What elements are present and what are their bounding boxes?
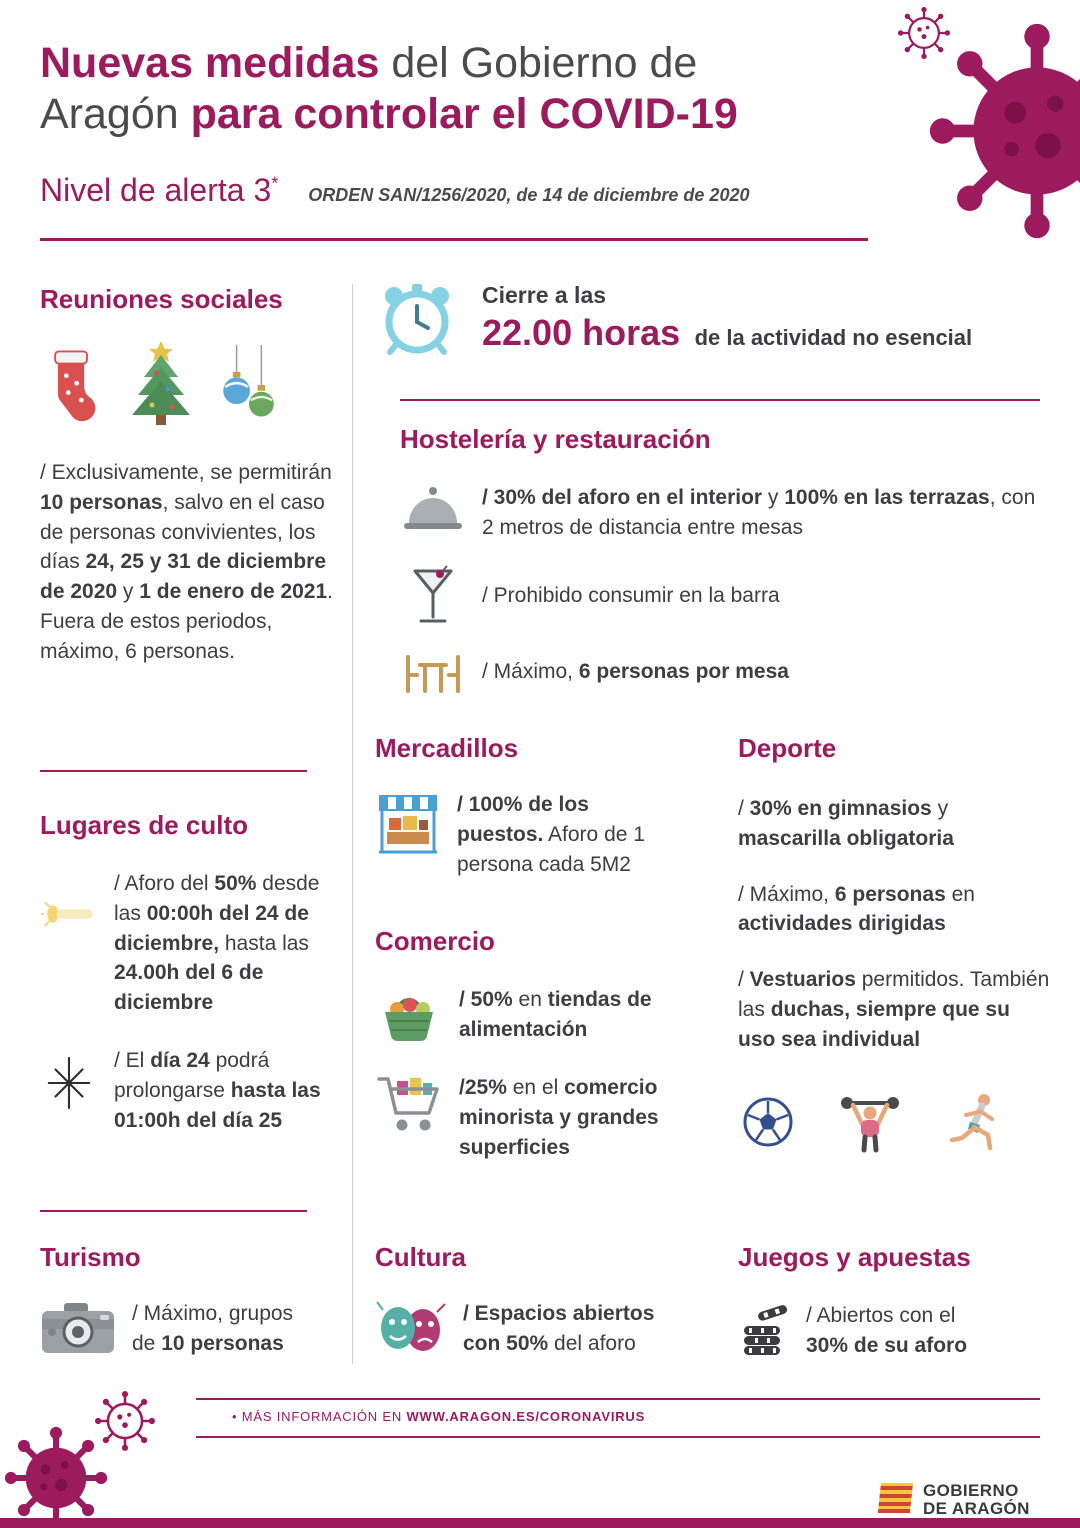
logo-text-line2: DE ARAGÓN xyxy=(923,1499,1030,1519)
star-icon xyxy=(40,1056,98,1110)
heading-juegos: Juegos y apuestas xyxy=(738,1242,971,1272)
divider xyxy=(40,1210,307,1212)
comercio-text-1: / 50% en tiendas de alimentación xyxy=(459,988,652,1041)
section-cultura xyxy=(375,1242,705,1359)
camera-icon xyxy=(40,1301,116,1357)
deporte-text-3: / Vestuarios permitidos. También las duchas, siempre que su uso sea individual xyxy=(738,968,1050,1051)
hosteleria-item-3 xyxy=(400,649,1048,695)
section-turismo xyxy=(40,1242,350,1359)
closing-rest: de la actividad no esencial xyxy=(694,325,973,350)
closing-text xyxy=(482,282,972,354)
sports-icons-row xyxy=(742,1091,1052,1158)
juegos-item xyxy=(738,1301,1068,1361)
hosteleria-item-1 xyxy=(400,483,1048,543)
juegos-text: / Abiertos con el 30% de su aforo xyxy=(806,1304,968,1357)
hosteleria-text-2: / Prohibido consumir en la barra xyxy=(482,583,780,607)
alarm-clock-icon xyxy=(378,282,456,360)
alert-level: Nivel de alerta 3* xyxy=(40,172,279,208)
hosteleria-text-1: / 30% del aforo en el interior y 100% en las terrazas, con 2 metros de distancia entre mesas xyxy=(482,486,1036,539)
candle-icon xyxy=(40,895,98,933)
header-divider xyxy=(40,238,868,241)
stocking-icon xyxy=(42,347,102,432)
virus-filled-icon xyxy=(4,1426,108,1528)
runner-icon xyxy=(946,1091,1002,1158)
deporte-text-2: / Máximo, 6 personas en actividades dirigidas xyxy=(738,882,975,936)
turismo-item xyxy=(40,1299,350,1359)
reuniones-text: / Exclusivamente, se permitirán 10 personas, salvo en el caso de personas convivientes, los días 24, 25 y 31 de diciembre de 2020 y 1 de enero de 2021. Fuera de estos periodos, máximo, 6 personas. xyxy=(40,461,334,663)
closing-line1: Cierre a las xyxy=(482,282,607,308)
hosteleria-text-3: / Máximo, 6 personas por mesa xyxy=(482,659,789,683)
closing-banner xyxy=(378,282,1043,360)
divider xyxy=(400,399,1040,401)
culto-item-1 xyxy=(40,869,345,1018)
soccer-ball-icon xyxy=(742,1096,794,1153)
weightlifter-icon xyxy=(838,1091,902,1158)
alert-row xyxy=(40,172,749,209)
poker-chips-icon xyxy=(738,1302,790,1360)
section-culto xyxy=(40,810,345,1136)
christmas-tree-icon xyxy=(124,339,198,432)
cocktail-icon xyxy=(400,565,466,627)
comercio-item-1 xyxy=(375,985,705,1045)
heading-deporte: Deporte xyxy=(738,733,837,763)
section-hosteleria xyxy=(400,424,1048,695)
bottom-bar xyxy=(0,1518,1080,1528)
footer-info: • MÁS INFORMACIÓN EN WWW.ARAGON.ES/CORONAVIRUS xyxy=(232,1409,646,1424)
culto-item-2 xyxy=(40,1046,345,1135)
theater-masks-icon xyxy=(375,1300,447,1358)
heading-mercadillos: Mercadillos xyxy=(375,733,519,763)
logo-text xyxy=(923,1482,1030,1519)
heading-hosteleria: Hostelería y restauración xyxy=(400,424,711,454)
logo-text-line1: GOBIERNO xyxy=(923,1481,1019,1500)
main-title-line1: Nuevas medidas del Gobierno de xyxy=(40,39,698,87)
turismo-text: / Máximo, grupos de 10 personas xyxy=(132,1302,294,1355)
section-deporte xyxy=(738,733,1052,1158)
heading-cultura: Cultura xyxy=(375,1242,466,1272)
closing-time: 22.00 horas xyxy=(482,312,681,353)
section-comercio xyxy=(375,926,705,1162)
hosteleria-item-2 xyxy=(400,565,1048,627)
mercadillos-text: / 100% de los puestos. Aforo de 1 persona cada 5M2 xyxy=(457,793,645,876)
order-reference: ORDEN SAN/1256/2020, de 14 de diciembre de 2020 xyxy=(308,185,750,205)
virus-filled-icon xyxy=(928,22,1080,245)
heading-comercio: Comercio xyxy=(375,926,495,956)
column-divider xyxy=(352,284,353,1364)
mercadillos-item xyxy=(375,790,693,879)
baubles-icon xyxy=(220,345,278,432)
section-juegos xyxy=(738,1242,1068,1361)
comercio-text-2: /25% en el comercio minorista y grandes superficies xyxy=(459,1076,659,1159)
main-title xyxy=(40,38,738,139)
christmas-icons-row xyxy=(42,339,334,432)
heading-culto: Lugares de culto xyxy=(40,810,249,840)
heading-reuniones: Reuniones sociales xyxy=(40,284,283,314)
culto-text-1: / Aforo del 50% desde las 00:00h del 24 de diciembre, hasta las 24.00h del 6 de diciembre xyxy=(114,872,320,1015)
closing-line2 xyxy=(482,312,972,354)
aragon-flag-icon xyxy=(878,1483,914,1518)
culto-text-2: / El día 24 podrá prolongarse hasta las 01:00h del día 25 xyxy=(114,1049,321,1132)
footer-divider-top xyxy=(196,1398,1040,1400)
deporte-text-1: / 30% en gimnasios y mascarilla obligatoria xyxy=(738,797,954,850)
aragon-logo xyxy=(878,1482,1030,1519)
market-stall-icon xyxy=(375,790,441,858)
cultura-text: / Espacios abiertos con 50% del aforo xyxy=(463,1302,655,1355)
heading-turismo: Turismo xyxy=(40,1242,141,1272)
footer-divider-bottom xyxy=(196,1436,1040,1438)
section-reuniones xyxy=(40,284,334,667)
grocery-basket-icon xyxy=(375,985,443,1045)
cloche-icon xyxy=(400,483,466,533)
main-title-line2: Aragón para controlar el COVID-19 xyxy=(40,89,738,138)
cultura-item xyxy=(375,1299,705,1359)
divider xyxy=(40,770,307,772)
shopping-cart-icon xyxy=(375,1073,443,1135)
table-chairs-icon xyxy=(400,649,466,695)
comercio-item-2 xyxy=(375,1073,705,1162)
section-mercadillos xyxy=(375,733,693,879)
